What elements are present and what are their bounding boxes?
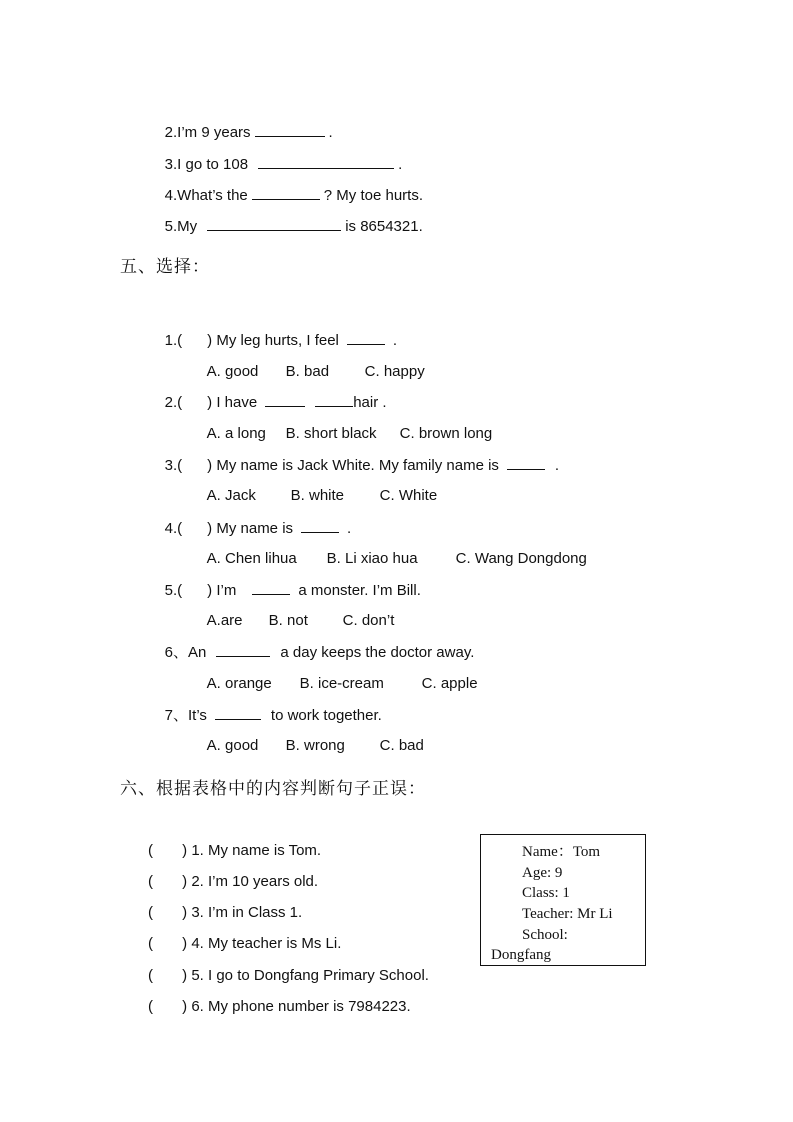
info-card bbox=[480, 834, 646, 966]
section-title-choice: 五、选择： bbox=[120, 257, 210, 277]
option-c[interactable]: C. brown long bbox=[399, 425, 493, 442]
fill-item-text: . bbox=[328, 124, 333, 141]
statement-4: ( ) 4. My teacher is Ms Li. bbox=[148, 935, 342, 952]
info-class: Class: 1 bbox=[522, 885, 570, 901]
option-a[interactable]: A. a long bbox=[206, 425, 266, 442]
option-c[interactable]: C. happy bbox=[364, 363, 425, 380]
info-teacher: Teacher: Mr Li bbox=[522, 906, 613, 922]
question-stem: . bbox=[392, 332, 398, 349]
option-b[interactable]: B. short black bbox=[285, 425, 377, 442]
option-a[interactable]: A.are bbox=[206, 612, 243, 629]
option-b[interactable]: B. ice-cream bbox=[299, 675, 384, 692]
fill-item-text: . bbox=[398, 156, 403, 173]
info-school-label: School: bbox=[522, 927, 568, 943]
option-c[interactable]: C. don’t bbox=[342, 612, 395, 629]
section-title-true-false: 六、根据表格中的内容判断句子正误： bbox=[120, 779, 426, 799]
info-school-value: Dongfang bbox=[491, 947, 551, 963]
answer-blank[interactable] bbox=[207, 216, 341, 231]
option-a[interactable]: A. good bbox=[206, 363, 259, 380]
option-b[interactable]: B. not bbox=[268, 612, 308, 629]
option-c[interactable]: C. apple bbox=[421, 675, 478, 692]
fill-item-text: is 8654321. bbox=[345, 218, 423, 235]
question-stem: 3.( ) My name is Jack White. My family name is bbox=[164, 457, 499, 474]
info-name: Name：Tom bbox=[522, 844, 601, 860]
statement-1: ( ) 1. My name is Tom. bbox=[148, 842, 322, 859]
question-stem: 2.( ) I have bbox=[164, 394, 258, 411]
option-c[interactable]: C. Wang Dongdong bbox=[455, 550, 587, 567]
options-7 bbox=[190, 716, 424, 776]
question-stem: 6、An bbox=[164, 644, 207, 661]
option-a[interactable]: A. good bbox=[206, 737, 259, 754]
question-stem: a monster. I’m Bill. bbox=[298, 582, 421, 599]
statement-3: ( ) 3. I’m in Class 1. bbox=[148, 904, 303, 921]
question-stem: 5.( ) I’m bbox=[164, 582, 237, 599]
option-b[interactable]: B. Li xiao hua bbox=[326, 550, 418, 567]
statement-2: ( ) 2. I’m 10 years old. bbox=[148, 873, 319, 890]
question-stem: 7、It’s bbox=[164, 707, 207, 724]
fill-item-text: 4.What’s the bbox=[164, 187, 248, 204]
option-b[interactable]: B. bad bbox=[285, 363, 330, 380]
option-a[interactable]: A. Chen lihua bbox=[206, 550, 297, 567]
question-stem: . bbox=[347, 520, 352, 537]
option-b[interactable]: B. wrong bbox=[285, 737, 345, 754]
question-stem: a day keeps the doctor away. bbox=[280, 644, 475, 661]
option-b[interactable]: B. white bbox=[290, 487, 345, 504]
fill-item-text: 5.My bbox=[164, 218, 198, 235]
question-stem: . bbox=[554, 457, 560, 474]
option-c[interactable]: C. White bbox=[379, 487, 438, 504]
option-c[interactable]: C. bad bbox=[379, 737, 424, 754]
question-stem: to work together. bbox=[270, 707, 382, 724]
statement-5: ( ) 5. I go to Dongfang Primary School. bbox=[148, 967, 429, 984]
info-age: Age: 9 bbox=[522, 865, 563, 881]
option-a[interactable]: A. orange bbox=[206, 675, 272, 692]
statement-6: ( ) 6. My phone number is 7984223. bbox=[148, 998, 411, 1015]
question-stem: 1.( ) My leg hurts, I feel bbox=[164, 332, 339, 349]
question-stem: 4.( ) My name is bbox=[164, 520, 294, 537]
answer-blank[interactable] bbox=[507, 455, 545, 470]
question-stem: hair . bbox=[353, 394, 387, 411]
fill-item-text: ? My toe hurts. bbox=[323, 187, 423, 204]
fill-item-text: 3.I go to 108 bbox=[164, 156, 249, 173]
fill-item-5 bbox=[148, 196, 423, 257]
fill-item-text: 2.I’m 9 years bbox=[164, 124, 251, 141]
option-a[interactable]: A. Jack bbox=[206, 487, 256, 504]
